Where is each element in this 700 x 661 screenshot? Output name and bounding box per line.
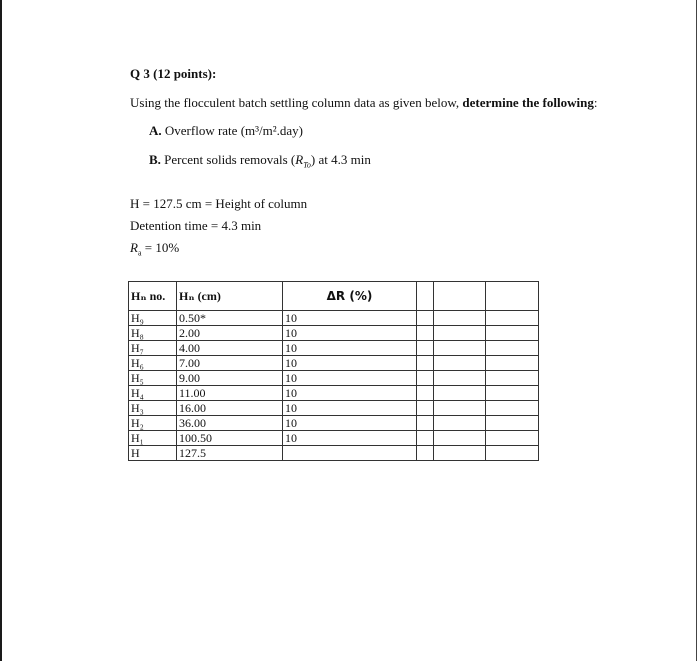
cell-empty <box>434 431 486 446</box>
table-row <box>129 371 539 386</box>
cell-hn-cm: 100.50 <box>177 431 283 446</box>
cell-empty <box>417 356 434 371</box>
table-row <box>129 311 539 326</box>
item-b-text-suffix: ) at 4.3 min <box>310 152 371 167</box>
cell-hn-no: H₅ <box>129 371 177 386</box>
cell-delta-r: 10 <box>283 386 417 401</box>
cell-hn-cm: 2.00 <box>177 326 283 341</box>
cell-delta-r: 10 <box>283 401 417 416</box>
item-b-var: R <box>295 152 304 167</box>
cell-empty <box>434 386 486 401</box>
header-empty-4 <box>417 282 434 311</box>
cell-hn-cm: 9.00 <box>177 371 283 386</box>
intro-text: Using the flocculent batch settling column data as given below, <box>130 95 463 110</box>
header-empty-5 <box>434 282 486 311</box>
cell-empty <box>417 311 434 326</box>
item-b <box>149 152 371 168</box>
cell-hn-cm: 127.5 <box>177 446 283 461</box>
header-hn-no: Hₙ no. <box>129 282 177 311</box>
cell-empty <box>486 386 539 401</box>
cell-hn-no: H₂ <box>129 416 177 431</box>
item-b-sub: To <box>303 160 311 170</box>
given-ra <box>130 240 179 256</box>
cell-empty <box>434 311 486 326</box>
cell-hn-no: H₆ <box>129 356 177 371</box>
item-a-marker: A. <box>149 123 162 138</box>
cell-empty <box>434 446 486 461</box>
cell-empty <box>417 401 434 416</box>
cell-hn-cm: 4.00 <box>177 341 283 356</box>
cell-empty <box>486 401 539 416</box>
table-row <box>129 341 539 356</box>
item-b-text-prefix: Percent solids removals ( <box>164 152 296 167</box>
cell-delta-r: 10 <box>283 326 417 341</box>
item-a <box>149 123 303 139</box>
cell-empty <box>417 431 434 446</box>
item-a-text: Overflow rate (m³/m².day) <box>164 123 303 138</box>
cell-empty <box>417 416 434 431</box>
cell-delta-r: 10 <box>283 371 417 386</box>
cell-delta-r <box>283 446 417 461</box>
cell-empty <box>486 416 539 431</box>
table-row <box>129 386 539 401</box>
cell-empty <box>434 356 486 371</box>
cell-delta-r: 10 <box>283 311 417 326</box>
table-row <box>129 401 539 416</box>
cell-empty <box>434 401 486 416</box>
cell-hn-no: H₁ <box>129 431 177 446</box>
ra-sub: a <box>137 248 142 258</box>
cell-empty <box>486 341 539 356</box>
table-header-row <box>129 282 539 311</box>
table-row <box>129 446 539 461</box>
intro-colon: : <box>593 95 598 110</box>
cell-empty <box>417 371 434 386</box>
table-row <box>129 326 539 341</box>
question-intro <box>130 95 597 111</box>
header-delta-r <box>283 282 417 311</box>
cell-hn-cm: 16.00 <box>177 401 283 416</box>
cell-empty <box>434 371 486 386</box>
cell-empty <box>434 326 486 341</box>
given-height: H = 127.5 cm = Height of column <box>130 196 308 211</box>
cell-hn-no: H₃ <box>129 401 177 416</box>
ra-value: = 10% <box>141 240 180 255</box>
settling-data-table <box>128 281 539 461</box>
given-detention: Detention time = 4.3 min <box>130 218 262 233</box>
header-hn-cm: Hₙ (cm) <box>177 282 283 311</box>
cell-empty <box>486 356 539 371</box>
question-heading: Q 3 (12 points): <box>130 66 217 81</box>
cell-empty <box>486 311 539 326</box>
cell-delta-r: 10 <box>283 416 417 431</box>
cell-empty <box>486 326 539 341</box>
cell-empty <box>434 416 486 431</box>
cell-hn-no: H₉ <box>129 311 177 326</box>
cell-empty <box>417 446 434 461</box>
header-empty-6 <box>486 282 539 311</box>
cell-empty <box>417 341 434 356</box>
cell-hn-cm: 0.50* <box>177 311 283 326</box>
cell-empty <box>434 341 486 356</box>
cell-empty <box>417 386 434 401</box>
intro-emphasis: determine the following <box>462 95 594 110</box>
cell-hn-no: H <box>129 446 177 461</box>
ra-var: R <box>130 240 138 255</box>
item-b-marker: B. <box>149 152 161 167</box>
cell-hn-no: H₇ <box>129 341 177 356</box>
cell-delta-r: 10 <box>283 341 417 356</box>
cell-delta-r: 10 <box>283 431 417 446</box>
table-row <box>129 431 539 446</box>
cell-hn-cm: 7.00 <box>177 356 283 371</box>
table-row <box>129 356 539 371</box>
table-row <box>129 416 539 431</box>
cell-hn-cm: 11.00 <box>177 386 283 401</box>
cell-empty <box>486 446 539 461</box>
cell-empty <box>417 326 434 341</box>
cell-delta-r: 10 <box>283 356 417 371</box>
cell-hn-no: H₄ <box>129 386 177 401</box>
header-delta-r-label: ΔR (%) <box>326 288 373 303</box>
cell-hn-cm: 36.00 <box>177 416 283 431</box>
cell-empty <box>486 431 539 446</box>
cell-hn-no: H₈ <box>129 326 177 341</box>
cell-empty <box>486 371 539 386</box>
